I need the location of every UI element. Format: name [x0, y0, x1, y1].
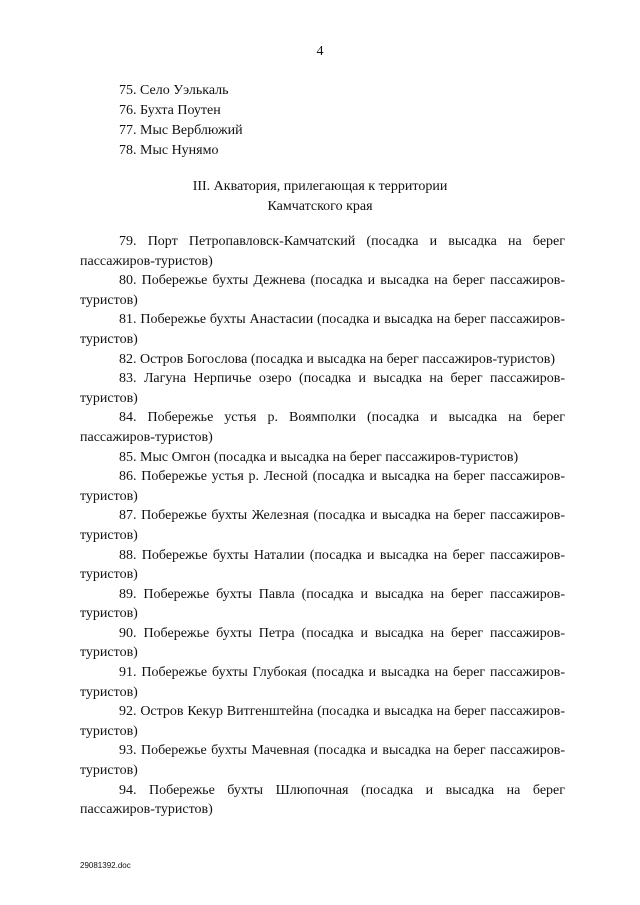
list-item [80, 702, 565, 741]
list-item-number: 86. [119, 469, 137, 485]
list-item-text: Побережье бухты Шлюпочная (посадка и высадка на берег пассажиров-туристов) [80, 782, 565, 818]
list-item [80, 350, 565, 370]
list-item-number: 79. [119, 234, 137, 249]
list-item-text: Побережье бухты Павла (посадка и высадка на берег пассажиров-туристов) [80, 586, 566, 622]
list-item-number: 87. [119, 508, 137, 524]
list-item [80, 741, 565, 780]
list-item [80, 624, 565, 663]
list-item-text: Остров Кекур Витгенштейна (посадка и высадка на берег пассажиров-туристов) [80, 704, 565, 739]
list-item-number: 84. [119, 410, 137, 426]
list-item [80, 310, 565, 349]
list-item [80, 781, 565, 820]
list-item-text: Мыс Омгон (посадка и высадка на берег пассажиров-туристов) [140, 449, 519, 465]
list-item [80, 546, 565, 585]
list-item [80, 467, 565, 506]
list-item: 75. Село Уэлькаль [119, 83, 229, 98]
list-item: 76. Бухта Поутен [119, 103, 221, 118]
list-item-number: 88. [119, 547, 137, 563]
page-number: 4 [316, 44, 324, 59]
list-item: 77. Мыс Верблюжий [119, 123, 243, 138]
list-item-number: 85. [119, 449, 137, 465]
section-heading-line: Камчатского края [267, 199, 373, 214]
list-item-number: 89. [119, 586, 137, 602]
main-list [80, 232, 565, 820]
list-item-text: Побережье устья р. Воямполки (посадка и высадка на берег пассажиров-туристов) [80, 410, 565, 445]
list-item-number: 91. [119, 665, 137, 681]
list-item-text: Побережье бухты Петра (посадка и высадка на берег пассажиров-туристов) [80, 625, 566, 661]
list-item [80, 585, 565, 624]
list-item [80, 448, 565, 468]
list-item-text: Лагуна Нерпичье озеро (посадка и высадка на берег пассажиров-туристов) [80, 371, 566, 406]
list-item-number: 80. [119, 273, 137, 289]
list-item-text: Побережье бухты Мачевная (посадка и высадка на берег пассажиров-туристов) [80, 743, 565, 779]
list-item-text: Побережье бухты Дежнева (посадка и высадка на берег пассажиров-туристов) [80, 273, 565, 308]
list-item [80, 232, 565, 271]
list-item-text: Побережье бухты Глубокая (посадка и высадка на берег пассажиров-туристов) [80, 665, 566, 700]
list-item-number: 81. [119, 312, 137, 328]
section-heading [0, 177, 640, 217]
list-item-number: 90. [119, 625, 137, 641]
list-item-number: 92. [119, 704, 137, 720]
list-item-text: Порт Петропавловск-Камчатский (посадка и высадка на берег пассажиров-туристов) [80, 234, 565, 269]
list-item-text: Побережье устья р. Лесной (посадка и высадка на берег пассажиров-туристов) [80, 469, 566, 504]
list-item-text: Побережье бухты Наталии (посадка и высадка на берег пассажиров-туристов) [80, 547, 566, 583]
list-item-number: 83. [119, 371, 137, 387]
list-item [80, 408, 565, 447]
list-item [80, 506, 565, 545]
document-filename: 29081392.doc [80, 861, 131, 870]
top-list [119, 81, 243, 161]
list-item-text: Остров Богослова (посадка и высадка на берег пассажиров-туристов) [140, 351, 556, 367]
list-item [80, 369, 565, 408]
section-heading-line: III. Акватория, прилегающая к территории [192, 179, 448, 194]
list-item-text: Побережье бухты Железная (посадка и высадка на берег пассажиров-туристов) [80, 508, 565, 543]
list-item-number: 94. [119, 782, 137, 798]
list-item [80, 663, 565, 702]
list-item-number: 93. [119, 743, 137, 759]
list-item-number: 82. [119, 351, 137, 367]
list-item-text: Побережье бухты Анастасии (посадка и высадка на берег пассажиров-туристов) [80, 312, 566, 347]
list-item: 78. Мыс Нунямо [119, 143, 219, 158]
list-item [80, 271, 565, 310]
